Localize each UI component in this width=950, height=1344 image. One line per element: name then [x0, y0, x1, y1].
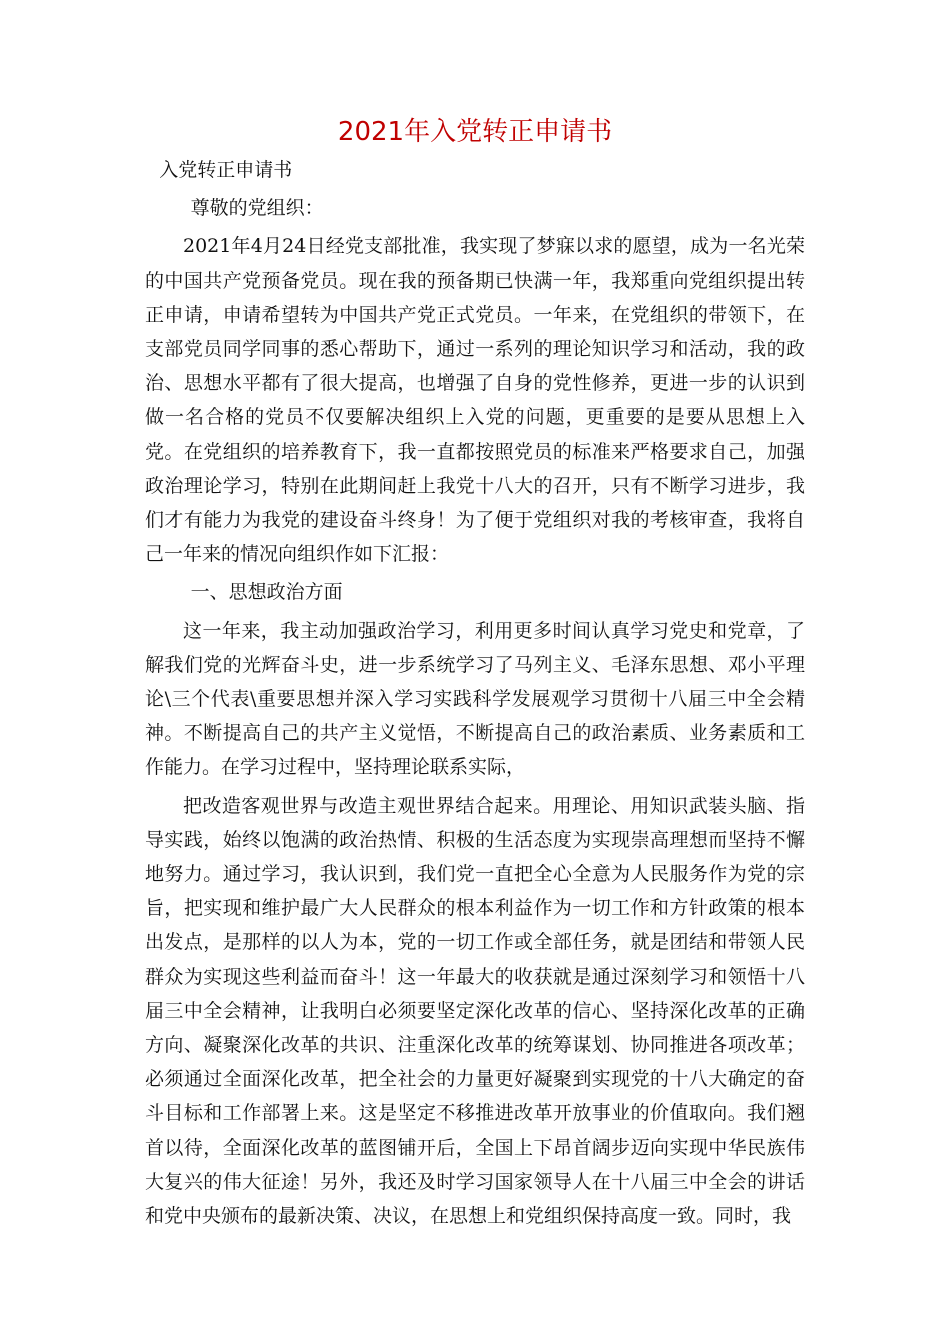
paragraph-reform: 把改造客观世界与改造主观世界结合起来。用理论、用知识武装头脑、指导实践，始终以饱满的政治热情、积极的生活态度为实现崇高理想而坚持不懈地努力。通过学习，我认识到，我们党一直把全心全意为人民服务作为党的宗旨，把实现和维护最广大人民群众的根本利益作为一切工作和方针政策的根本出发点，是那样的以人为本，党的一切工作或全部任务，就是团结和带领人民群众为实现这些利益而奋斗！这一年最大的收获就是通过深刻学习和领悟十八届三中全会精神，让我明白必须要坚定深化改革的信心、坚持深化改革的正确方向、凝聚深化改革的共识、注重深化改革的统筹谋划、协同推进各项改革；必须通过全面深化改革，把全社会的力量更好凝聚到实现党的十八大确定的奋斗目标和工作部署上来。这是坚定不移推进改革开放事业的价值取向。我们翘首以待，全面深化改革的蓝图铺开后，全国上下昂首阔步迈向实现中华民族伟大复兴的伟大征途！另外，我还及时学习国家领导人在十八届三中全会的讲话和党中央颁布的最新决策、决议，在思想上和党组织保持高度一致。同时，我 [145, 794, 805, 1228]
document-body [145, 153, 805, 1233]
paragraph-intro: 2021年4月24日经党支部批准，我实现了梦寐以求的愿望，成为一名光荣的中国共产党预备党员。现在我的预备期已快满一年，我郑重向党组织提出转正申请，申请希望转为中国共产党正式党员。一年来，在党组织的带领下，在支部党员同学同事的悉心帮助下，通过一系列的理论知识学习和活动，我的政治、思想水平都有了很大提高，也增强了自身的党性修养，更进一步的认识到做一名合格的党员不仅要解决组织上入党的问题，更重要的是要从思想上入党。在党组织的培养教育下，我一直都按照党员的标准来严格要求自己，加强政治理论学习，特别在此期间赶上我党十八大的召开，只有不断学习进步，我们才有能力为我党的建设奋斗终身！为了便于党组织对我的考核审查，我将自己一年来的情况向组织作如下汇报： [145, 235, 805, 566]
section-heading-ideology: 一、思想政治方面 [190, 581, 343, 604]
paragraph-study: 这一年来，我主动加强政治学习，利用更多时间认真学习党史和党章，了解我们党的光辉奋斗史，进一步系统学习了马列主义、毛泽东思想、邓小平理论\三个代表\重要思想并深入学习实践科学发展观学习贯彻十八届三中全会精神。不断提高自己的共产主义觉悟，不断提高自己的政治素质、业务素质和工作能力。在学习过程中，坚持理论联系实际， [145, 619, 805, 779]
document-subtitle: 入党转正申请书 [159, 159, 293, 181]
document-title: 2021年入党转正申请书 [337, 117, 613, 147]
salutation: 尊敬的党组织： [190, 197, 324, 220]
